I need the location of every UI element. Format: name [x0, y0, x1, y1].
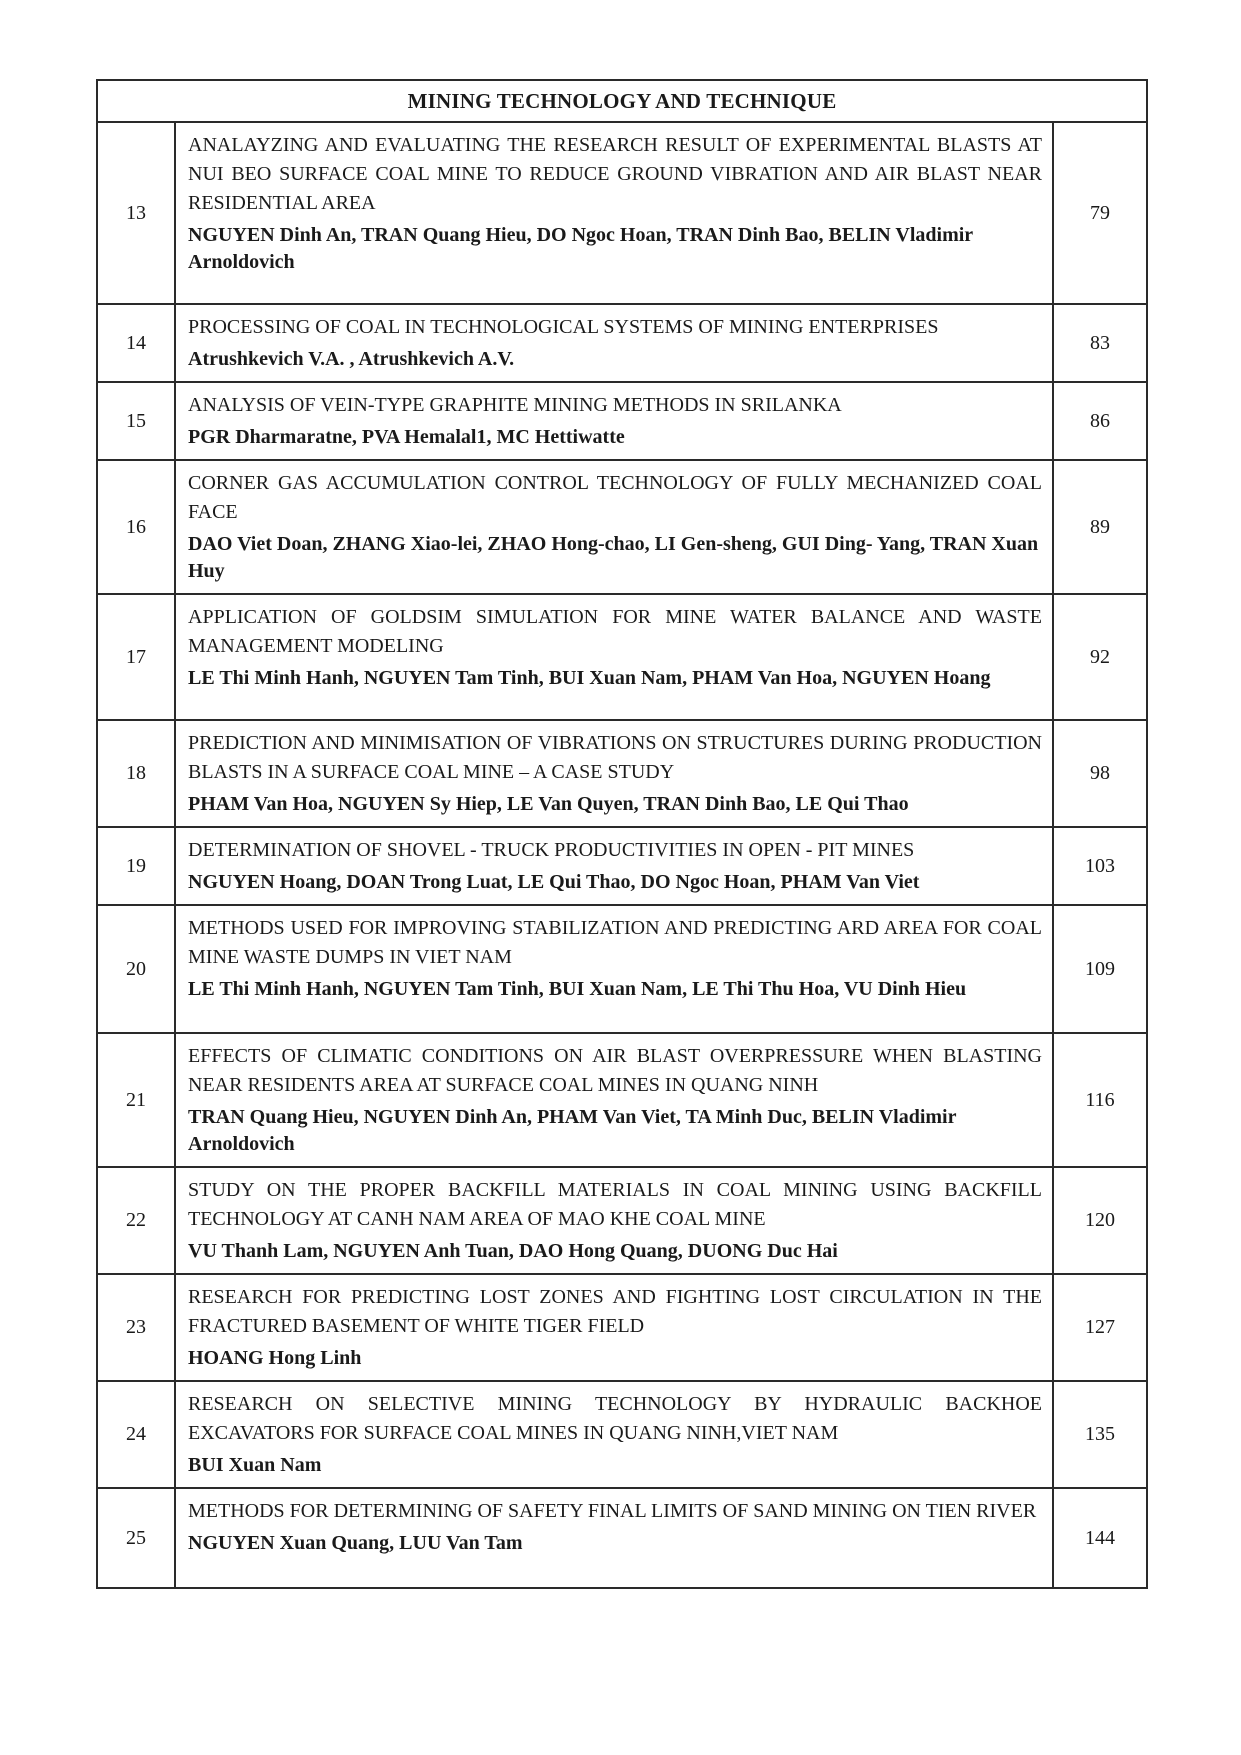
entry-authors: NGUYEN Dinh An, TRAN Quang Hieu, DO Ngoc Hoan, TRAN Dinh Bao, BELIN Vladimir Arnoldovich — [188, 224, 973, 273]
entry-page-number: 79 — [1053, 122, 1147, 304]
entry-details — [175, 1167, 1053, 1274]
entry-title: EFFECTS OF CLIMATIC CONDITIONS ON AIR BLAST OVERPRESSURE WHEN BLASTING NEAR RESIDENTS AREA AT SURFACE COAL MINES IN QUANG NINH — [188, 1045, 1042, 1096]
entry-page-number: 109 — [1053, 905, 1147, 1033]
entry-number: 21 — [97, 1033, 175, 1167]
entry-page-number: 127 — [1053, 1274, 1147, 1381]
entry-authors: LE Thi Minh Hanh, NGUYEN Tam Tinh, BUI Xuan Nam, PHAM Van Hoa, NGUYEN Hoang — [188, 667, 991, 689]
entry-title: RESEARCH ON SELECTIVE MINING TECHNOLOGY BY HYDRAULIC BACKHOE EXCAVATORS FOR SURFACE COAL MINES IN QUANG NINH,VIET NAM — [188, 1393, 1042, 1444]
entry-number: 13 — [97, 122, 175, 304]
toc-entry-row — [97, 304, 1147, 382]
entry-page-number: 144 — [1053, 1488, 1147, 1588]
entry-title: ANALAYZING AND EVALUATING THE RESEARCH RESULT OF EXPERIMENTAL BLASTS AT NUI BEO SURFACE COAL MINE TO REDUCE GROUND VIBRATION AND AIR BLAST NEAR RESIDENTIAL AREA — [188, 134, 1042, 214]
entry-number: 17 — [97, 594, 175, 720]
entry-details — [175, 1381, 1053, 1488]
entry-page-number: 135 — [1053, 1381, 1147, 1488]
entry-page-number: 98 — [1053, 720, 1147, 827]
toc-entry-row — [97, 460, 1147, 594]
entry-number: 19 — [97, 827, 175, 905]
toc-entry-row — [97, 1381, 1147, 1488]
entry-number: 16 — [97, 460, 175, 594]
entry-authors: VU Thanh Lam, NGUYEN Anh Tuan, DAO Hong Quang, DUONG Duc Hai — [188, 1240, 838, 1262]
section-header-row — [97, 80, 1147, 122]
toc-entry-row — [97, 1488, 1147, 1588]
entry-number: 14 — [97, 304, 175, 382]
entry-details — [175, 1033, 1053, 1167]
entry-title: RESEARCH FOR PREDICTING LOST ZONES AND FIGHTING LOST CIRCULATION IN THE FRACTURED BASEMENT OF WHITE TIGER FIELD — [188, 1286, 1042, 1337]
entry-title: PROCESSING OF COAL IN TECHNOLOGICAL SYSTEMS OF MINING ENTERPRISES — [188, 316, 939, 338]
entry-details — [175, 720, 1053, 827]
toc-entry-row — [97, 594, 1147, 720]
entry-number: 23 — [97, 1274, 175, 1381]
entry-authors: LE Thi Minh Hanh, NGUYEN Tam Tinh, BUI Xuan Nam, LE Thi Thu Hoa, VU Dinh Hieu — [188, 978, 967, 1000]
entry-authors: HOANG Hong Linh — [188, 1347, 362, 1369]
entry-authors: PHAM Van Hoa, NGUYEN Sy Hiep, LE Van Quyen, TRAN Dinh Bao, LE Qui Thao — [188, 793, 909, 815]
entry-details — [175, 1488, 1053, 1588]
entry-details — [175, 382, 1053, 460]
entry-title: PREDICTION AND MINIMISATION OF VIBRATIONS ON STRUCTURES DURING PRODUCTION BLASTS IN A SURFACE COAL MINE – A CASE STUDY — [188, 732, 1042, 783]
entry-page-number: 83 — [1053, 304, 1147, 382]
toc-entry-row — [97, 1167, 1147, 1274]
entry-number: 18 — [97, 720, 175, 827]
entry-authors: Atrushkevich V.A. , Atrushkevich A.V. — [188, 348, 515, 370]
contents-table — [96, 79, 1148, 1589]
entry-authors: NGUYEN Xuan Quang, LUU Van Tam — [188, 1532, 523, 1554]
entry-details — [175, 304, 1053, 382]
contents-rows — [97, 122, 1147, 1588]
toc-entry-row — [97, 905, 1147, 1033]
entry-page-number: 103 — [1053, 827, 1147, 905]
entry-title: METHODS FOR DETERMINING OF SAFETY FINAL LIMITS OF SAND MINING ON TIEN RIVER — [188, 1500, 1037, 1522]
entry-title: DETERMINATION OF SHOVEL - TRUCK PRODUCTIVITIES IN OPEN - PIT MINES — [188, 839, 915, 861]
entry-details — [175, 827, 1053, 905]
toc-entry-row — [97, 827, 1147, 905]
section-title: MINING TECHNOLOGY AND TECHNIQUE — [97, 80, 1147, 122]
entry-authors: NGUYEN Hoang, DOAN Trong Luat, LE Qui Thao, DO Ngoc Hoan, PHAM Van Viet — [188, 871, 920, 893]
entry-number: 20 — [97, 905, 175, 1033]
toc-entry-row — [97, 1274, 1147, 1381]
entry-number: 25 — [97, 1488, 175, 1588]
entry-number: 15 — [97, 382, 175, 460]
entry-title: STUDY ON THE PROPER BACKFILL MATERIALS IN COAL MINING USING BACKFILL TECHNOLOGY AT CANH NAM AREA OF MAO KHE COAL MINE — [188, 1179, 1042, 1230]
entry-details — [175, 460, 1053, 594]
entry-page-number: 116 — [1053, 1033, 1147, 1167]
entry-title: CORNER GAS ACCUMULATION CONTROL TECHNOLOGY OF FULLY MECHANIZED COAL FACE — [188, 472, 1042, 523]
entry-details — [175, 122, 1053, 304]
entry-number: 22 — [97, 1167, 175, 1274]
entry-details — [175, 594, 1053, 720]
entry-title: ANALYSIS OF VEIN-TYPE GRAPHITE MINING METHODS IN SRILANKA — [188, 394, 842, 416]
entry-details — [175, 905, 1053, 1033]
entry-page-number: 92 — [1053, 594, 1147, 720]
entry-page-number: 120 — [1053, 1167, 1147, 1274]
toc-entry-row — [97, 720, 1147, 827]
entry-details — [175, 1274, 1053, 1381]
entry-authors: TRAN Quang Hieu, NGUYEN Dinh An, PHAM Van Viet, TA Minh Duc, BELIN Vladimir Arnoldovich — [188, 1106, 957, 1155]
toc-entry-row — [97, 1033, 1147, 1167]
entry-authors: DAO Viet Doan, ZHANG Xiao-lei, ZHAO Hong-chao, LI Gen-sheng, GUI Ding- Yang, TRAN Xuan Huy — [188, 533, 1039, 582]
entry-page-number: 89 — [1053, 460, 1147, 594]
entry-page-number: 86 — [1053, 382, 1147, 460]
entry-number: 24 — [97, 1381, 175, 1488]
entry-authors: BUI Xuan Nam — [188, 1454, 322, 1476]
toc-entry-row — [97, 382, 1147, 460]
entry-authors: PGR Dharmaratne, PVA Hemalal1, MC Hettiwatte — [188, 426, 625, 448]
entry-title: APPLICATION OF GOLDSIM SIMULATION FOR MINE WATER BALANCE AND WASTE MANAGEMENT MODELING — [188, 606, 1042, 657]
entry-title: METHODS USED FOR IMPROVING STABILIZATION AND PREDICTING ARD AREA FOR COAL MINE WASTE DUMPS IN VIET NAM — [188, 917, 1042, 968]
toc-entry-row — [97, 122, 1147, 304]
